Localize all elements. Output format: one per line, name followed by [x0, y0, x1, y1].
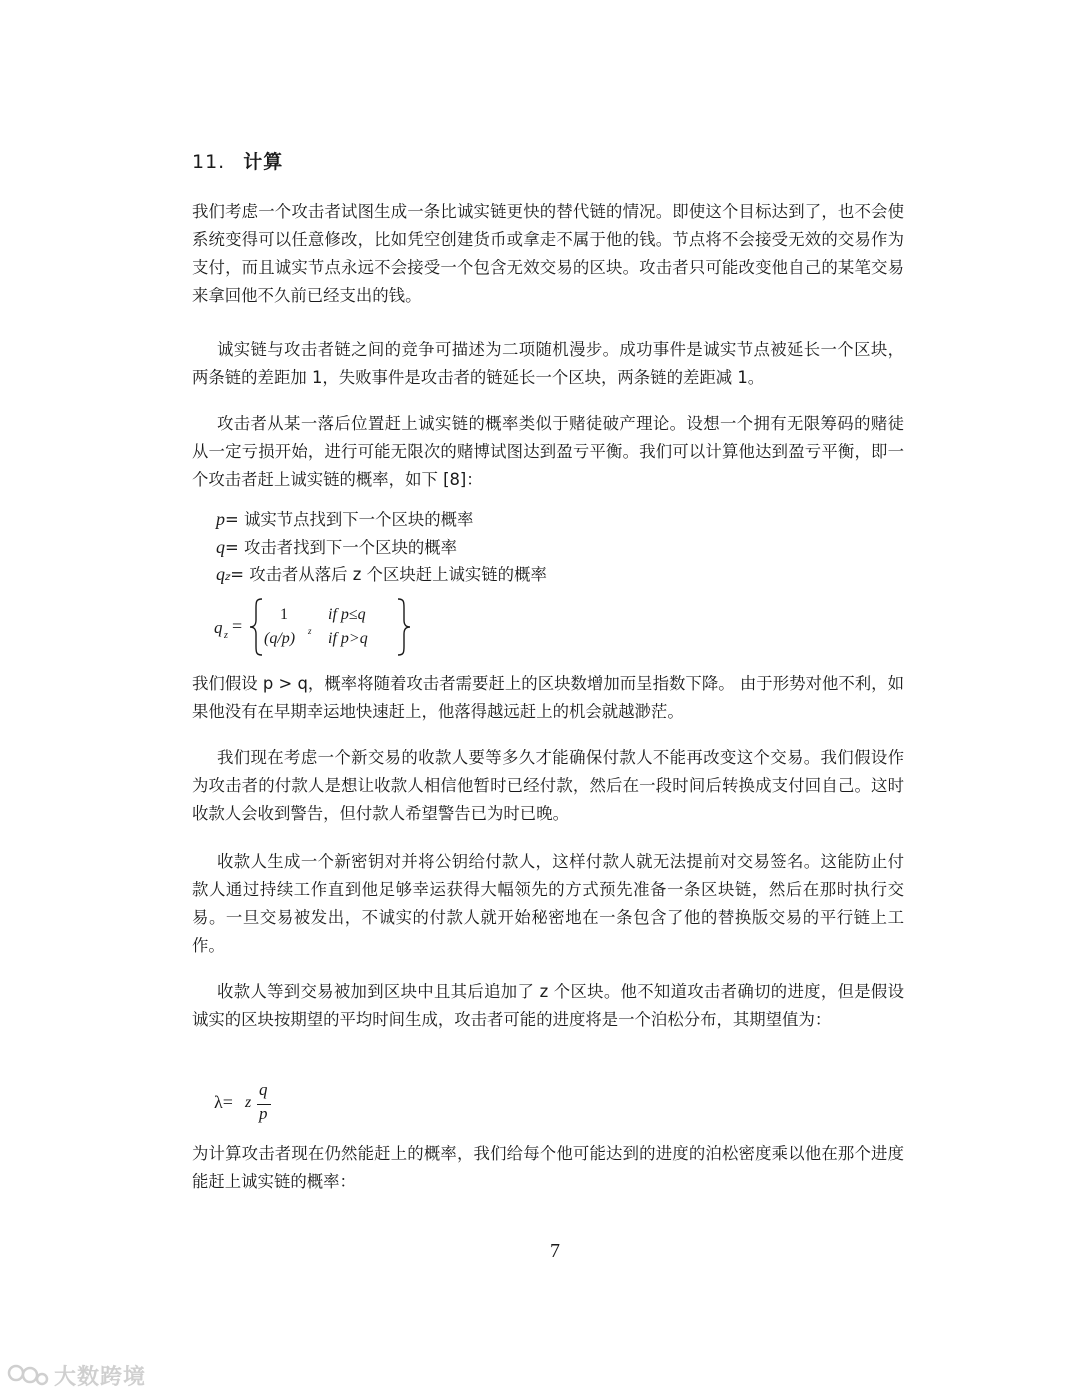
- formula-qz-case2-value: (q/p): [264, 630, 296, 647]
- formula-qz: [214, 596, 414, 658]
- paragraph-gamblers-ruin: 攻击者从某一落后位置赶上诚实链的概率类似于赌徒破产理论。设想一个拥有无限筹码的赌徒从一定亏损开始，进行可能无限次的赌博试图达到盈亏平衡。我们可以计算他达到盈亏平衡，即一个攻击者赶上诚实链的概率，如下 [8]：: [192, 414, 904, 489]
- formula-qz-case2-exp: z: [308, 626, 312, 636]
- section-title: 计算: [243, 151, 284, 173]
- formula-qz-case2-cond: if p>q: [328, 630, 368, 647]
- formula-qz-lhs: q: [214, 618, 223, 637]
- watermark: [6, 1360, 146, 1391]
- paragraph-random-walk: 诚实链与攻击者链之间的竞争可描述为二项随机漫步。成功事件是诚实节点被延长一个区块，两条链的差距加 1，失败事件是攻击者的链延长一个区块，两条链的差距减 1。: [192, 340, 904, 387]
- paragraph-catch-up-probability: 为计算攻击者现在仍然能赶上的概率，我们给每个他可能达到的进度的泊松密度乘以他在那个进度能赶上诚实链的概率：: [192, 1144, 904, 1191]
- formula-lambda-factor: z: [245, 1094, 252, 1111]
- formula-qz-lhs-sub: z: [224, 630, 228, 641]
- paragraph-exponential-drop: 我们假设 p > q，概率将随着攻击者需要赶上的区块数增加而呈指数下降。 由于形势对他不利，如果他没有在早期幸运地快速赶上，他落得越远赶上的机会就越渺茫。: [192, 674, 904, 721]
- formula-lambda: [214, 1080, 294, 1130]
- definition-qz: qz= 攻击者从落后 z 个区块赶上诚实链的概率: [216, 564, 547, 584]
- formula-qz-case1-value: 1: [280, 606, 288, 623]
- right-brace-icon: [396, 598, 412, 656]
- paragraph-poisson: 收款人等到交易被加到区块中且其后追加了 z 个区块。他不知道攻击者确切的进度，但是假设诚实的区块按期望的平均时间生成，攻击者可能的进度将是一个泊松分布，其期望值为：: [192, 982, 904, 1029]
- section-number: 11.: [192, 151, 226, 173]
- formula-lambda-denominator: p: [259, 1104, 268, 1123]
- paragraph-attack-scenario: 我们考虑一个攻击者试图生成一条比诚实链更快的替代链的情况。即使这个目标达到了，也不会使系统变得可以任意修改，比如凭空创建货币或拿走不属于他的钱。节点将不会接受无效的交易作为支付，而且诚实节点永远不会接受一个包含无效交易的区块。攻击者只可能改变他自己的某笔交易来拿回他不久前已经支出的钱。: [192, 202, 904, 305]
- variable-definitions: [216, 506, 547, 592]
- definition-q: q= 攻击者找到下一个区块的概率: [216, 536, 458, 557]
- formula-qz-equals: =: [232, 616, 243, 636]
- page-number: 7: [550, 1240, 560, 1262]
- watermark-text: 大数跨境: [54, 1365, 147, 1390]
- formula-qz-case1-cond: if p≤q: [328, 606, 366, 623]
- paragraph-recipient-wait: 我们现在考虑一个新交易的收款人要等多久才能确保付款人不能再改变这个交易。我们假设作为攻击者的付款人是想让收款人相信他暂时已经付款，然后在一段时间后转换成支付回自己。这时收款人会收到警告，但付款人希望警告已为时已晚。: [192, 748, 904, 823]
- paragraph-key-pair: 收款人生成一个新密钥对并将公钥给付款人，这样付款人就无法提前对交易签名。这能防止付款人通过持续工作直到他足够幸运获得大幅领先的方式预先准备一条区块链，然后在那时执行交易。一旦交易被发出，不诚实的付款人就开始秘密地在一条包含了他的替换版交易的平行链上工作。: [192, 852, 904, 955]
- formula-lambda-numerator: q: [259, 1080, 268, 1099]
- left-brace-icon: [248, 598, 264, 656]
- definition-p: p= 诚实节点找到下一个区块的概率: [216, 509, 474, 529]
- watermark-logo-icon: [6, 1361, 50, 1391]
- formula-lambda-lhs: λ=: [214, 1092, 233, 1112]
- section-heading: [192, 147, 283, 174]
